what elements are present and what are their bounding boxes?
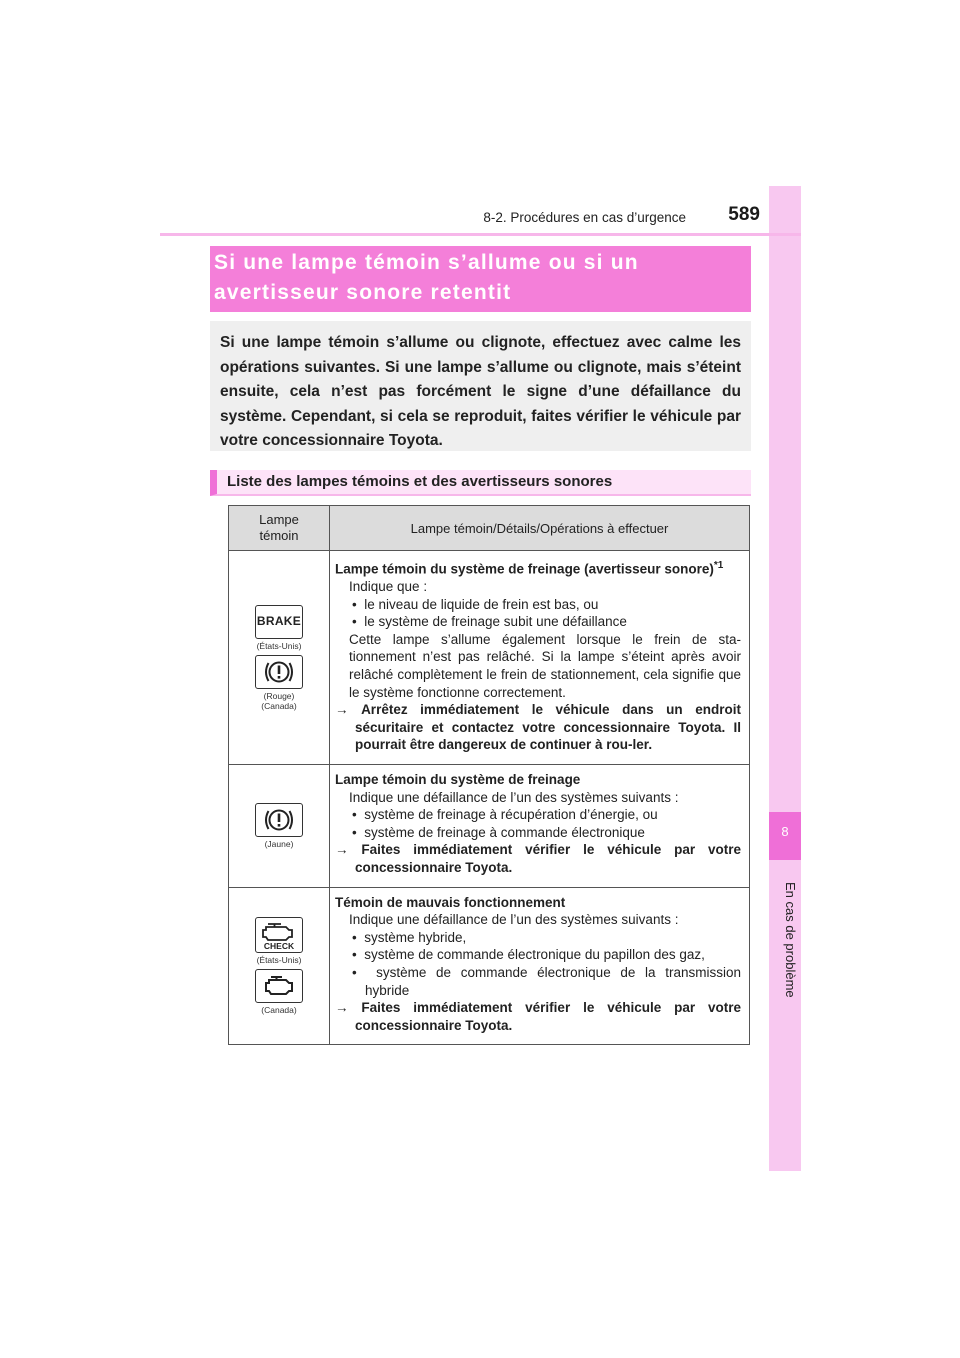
row-action-text: Faites immédiatement vérifier le véhicule par votre concessionnaire Toyota. <box>355 842 741 875</box>
row2-details <box>330 765 750 888</box>
icon-caption-rouge: (Rouge) <box>263 690 295 701</box>
brake-warning-icon <box>255 803 303 837</box>
row-title: Témoin de mauvais fonctionnement <box>335 894 566 910</box>
list-item: • système de commande électronique du papillon des gaz, <box>352 947 705 963</box>
row1-icons <box>229 551 330 765</box>
row-action-text: Faites immédiatement vérifier le véhicule par votre concessionnaire Toyota. <box>355 1000 741 1033</box>
row-extra: Cette lampe s’allume également lorsque le frein de sta-tionnement n’est pas relâché. Si la lampe s’éteint après avoir relâché complètement le frein de stationnement, cela signifie que le système fonctionne correctement. <box>349 631 741 700</box>
header-col-details: Lampe témoin/Détails/Opérations à effectuer <box>330 506 750 551</box>
list-item-text: le niveau de liquide de frein est bas, ou <box>364 596 599 612</box>
list-item-text: système de freinage à commande électronique <box>364 824 645 840</box>
arrow-icon: → <box>335 1000 349 1016</box>
subheading: Liste des lampes témoins et des avertisseurs sonores <box>227 473 613 490</box>
row-indique: Indique que : <box>349 579 428 595</box>
header-rule <box>160 233 801 236</box>
warning-light-table <box>228 505 750 1045</box>
row-action <box>335 999 741 1034</box>
list-item: • système de freinage à récupération d’énergie, ou <box>352 807 658 823</box>
row2-icons <box>229 765 330 888</box>
brake-icon <box>255 605 303 639</box>
page-number: 589 <box>728 204 760 225</box>
chapter-number: 8 <box>781 824 789 839</box>
icon-caption: (Jaune) <box>264 838 294 849</box>
row-indique: Indique une défaillance de l’un des systèmes suivants : <box>349 912 679 928</box>
page-title-line1: Si une lampe témoin s’allume ou si un <box>214 251 639 274</box>
row1-details <box>330 551 750 765</box>
list-item: • système hybride, <box>352 929 467 945</box>
page-title <box>214 248 734 308</box>
icon-caption: (États-Unis) <box>256 640 302 651</box>
row-indique: Indique une défaillance de l’un des systèmes suivants : <box>349 789 679 805</box>
header-col-lamp-line2: témoin <box>259 528 299 543</box>
table-row <box>229 765 750 888</box>
list-item: • le système de freinage subit une défaillance <box>352 614 627 630</box>
list-item-text: système de freinage à récupération d’énergie, ou <box>364 807 658 823</box>
list-item-text: le système de freinage subit une défaillance <box>364 614 627 630</box>
list-item-text: système hybride, <box>364 929 467 945</box>
list-item: • système de freinage à commande électronique <box>352 824 645 840</box>
list-item: • système de commande électronique de la transmission hybride <box>352 964 741 998</box>
row3-icons <box>229 887 330 1045</box>
list-item-text: système de commande électronique de la transmission hybride <box>365 964 741 998</box>
row-action <box>335 701 741 754</box>
section-title: 8-2. Procédures en cas d’urgence <box>483 210 686 225</box>
row-title-text: Lampe témoin du système de freinage (avertisseur sonore) <box>335 561 714 577</box>
intro-box <box>210 321 751 451</box>
table-header-row <box>229 506 750 551</box>
row3-details <box>330 887 750 1045</box>
table-row <box>229 887 750 1045</box>
row-title: Lampe témoin du système de freinage <box>335 772 581 788</box>
icon-caption <box>229 691 329 711</box>
arrow-icon: → <box>335 842 349 858</box>
icon-caption: (États-Unis) <box>256 954 302 965</box>
list-item-text: système de commande électronique du papillon des gaz, <box>364 947 705 963</box>
icon-caption: (Canada) <box>261 1004 297 1015</box>
header-col-lamp-line1: Lampe <box>259 512 299 527</box>
check-icon-label: CHECK <box>263 940 295 951</box>
icon-caption-canada: (Canada) <box>261 700 297 711</box>
engine-icon <box>255 969 303 1003</box>
row-action-text: Arrêtez immédiatement le véhicule dans un endroit sécuritaire et contactez votre concessionnaire Toyota. Il pourrait être dangereux de continuer à rou-ler. <box>355 702 741 753</box>
table-row <box>229 551 750 765</box>
row-title <box>335 557 741 578</box>
intro-text: Si une lampe témoin s’allume ou clignote, effectuez avec calme les opérations suivantes. Si une lampe s’allume ou clignote, mais s’éteint ensuite, cela n’est pas forcément le signe d’une défaillance du système. Cependant, si cela se reproduit, faites vérifier le véhicule par votre concessionnaire Toyota. <box>220 334 741 449</box>
check-engine-icon <box>255 917 303 953</box>
list-item: • le niveau de liquide de frein est bas, ou <box>352 596 599 612</box>
subheading-box <box>210 470 751 496</box>
brake-icon-label: BRAKE <box>256 613 302 628</box>
page-title-line2: avertisseur sonore retentit <box>214 281 512 304</box>
row-action <box>335 841 741 876</box>
brake-warning-icon <box>255 655 303 689</box>
header-col-lamp <box>229 506 330 551</box>
chapter-label: En cas de problème <box>783 882 798 998</box>
arrow-icon: → <box>335 702 349 718</box>
footnote-marker: *1 <box>713 560 724 571</box>
